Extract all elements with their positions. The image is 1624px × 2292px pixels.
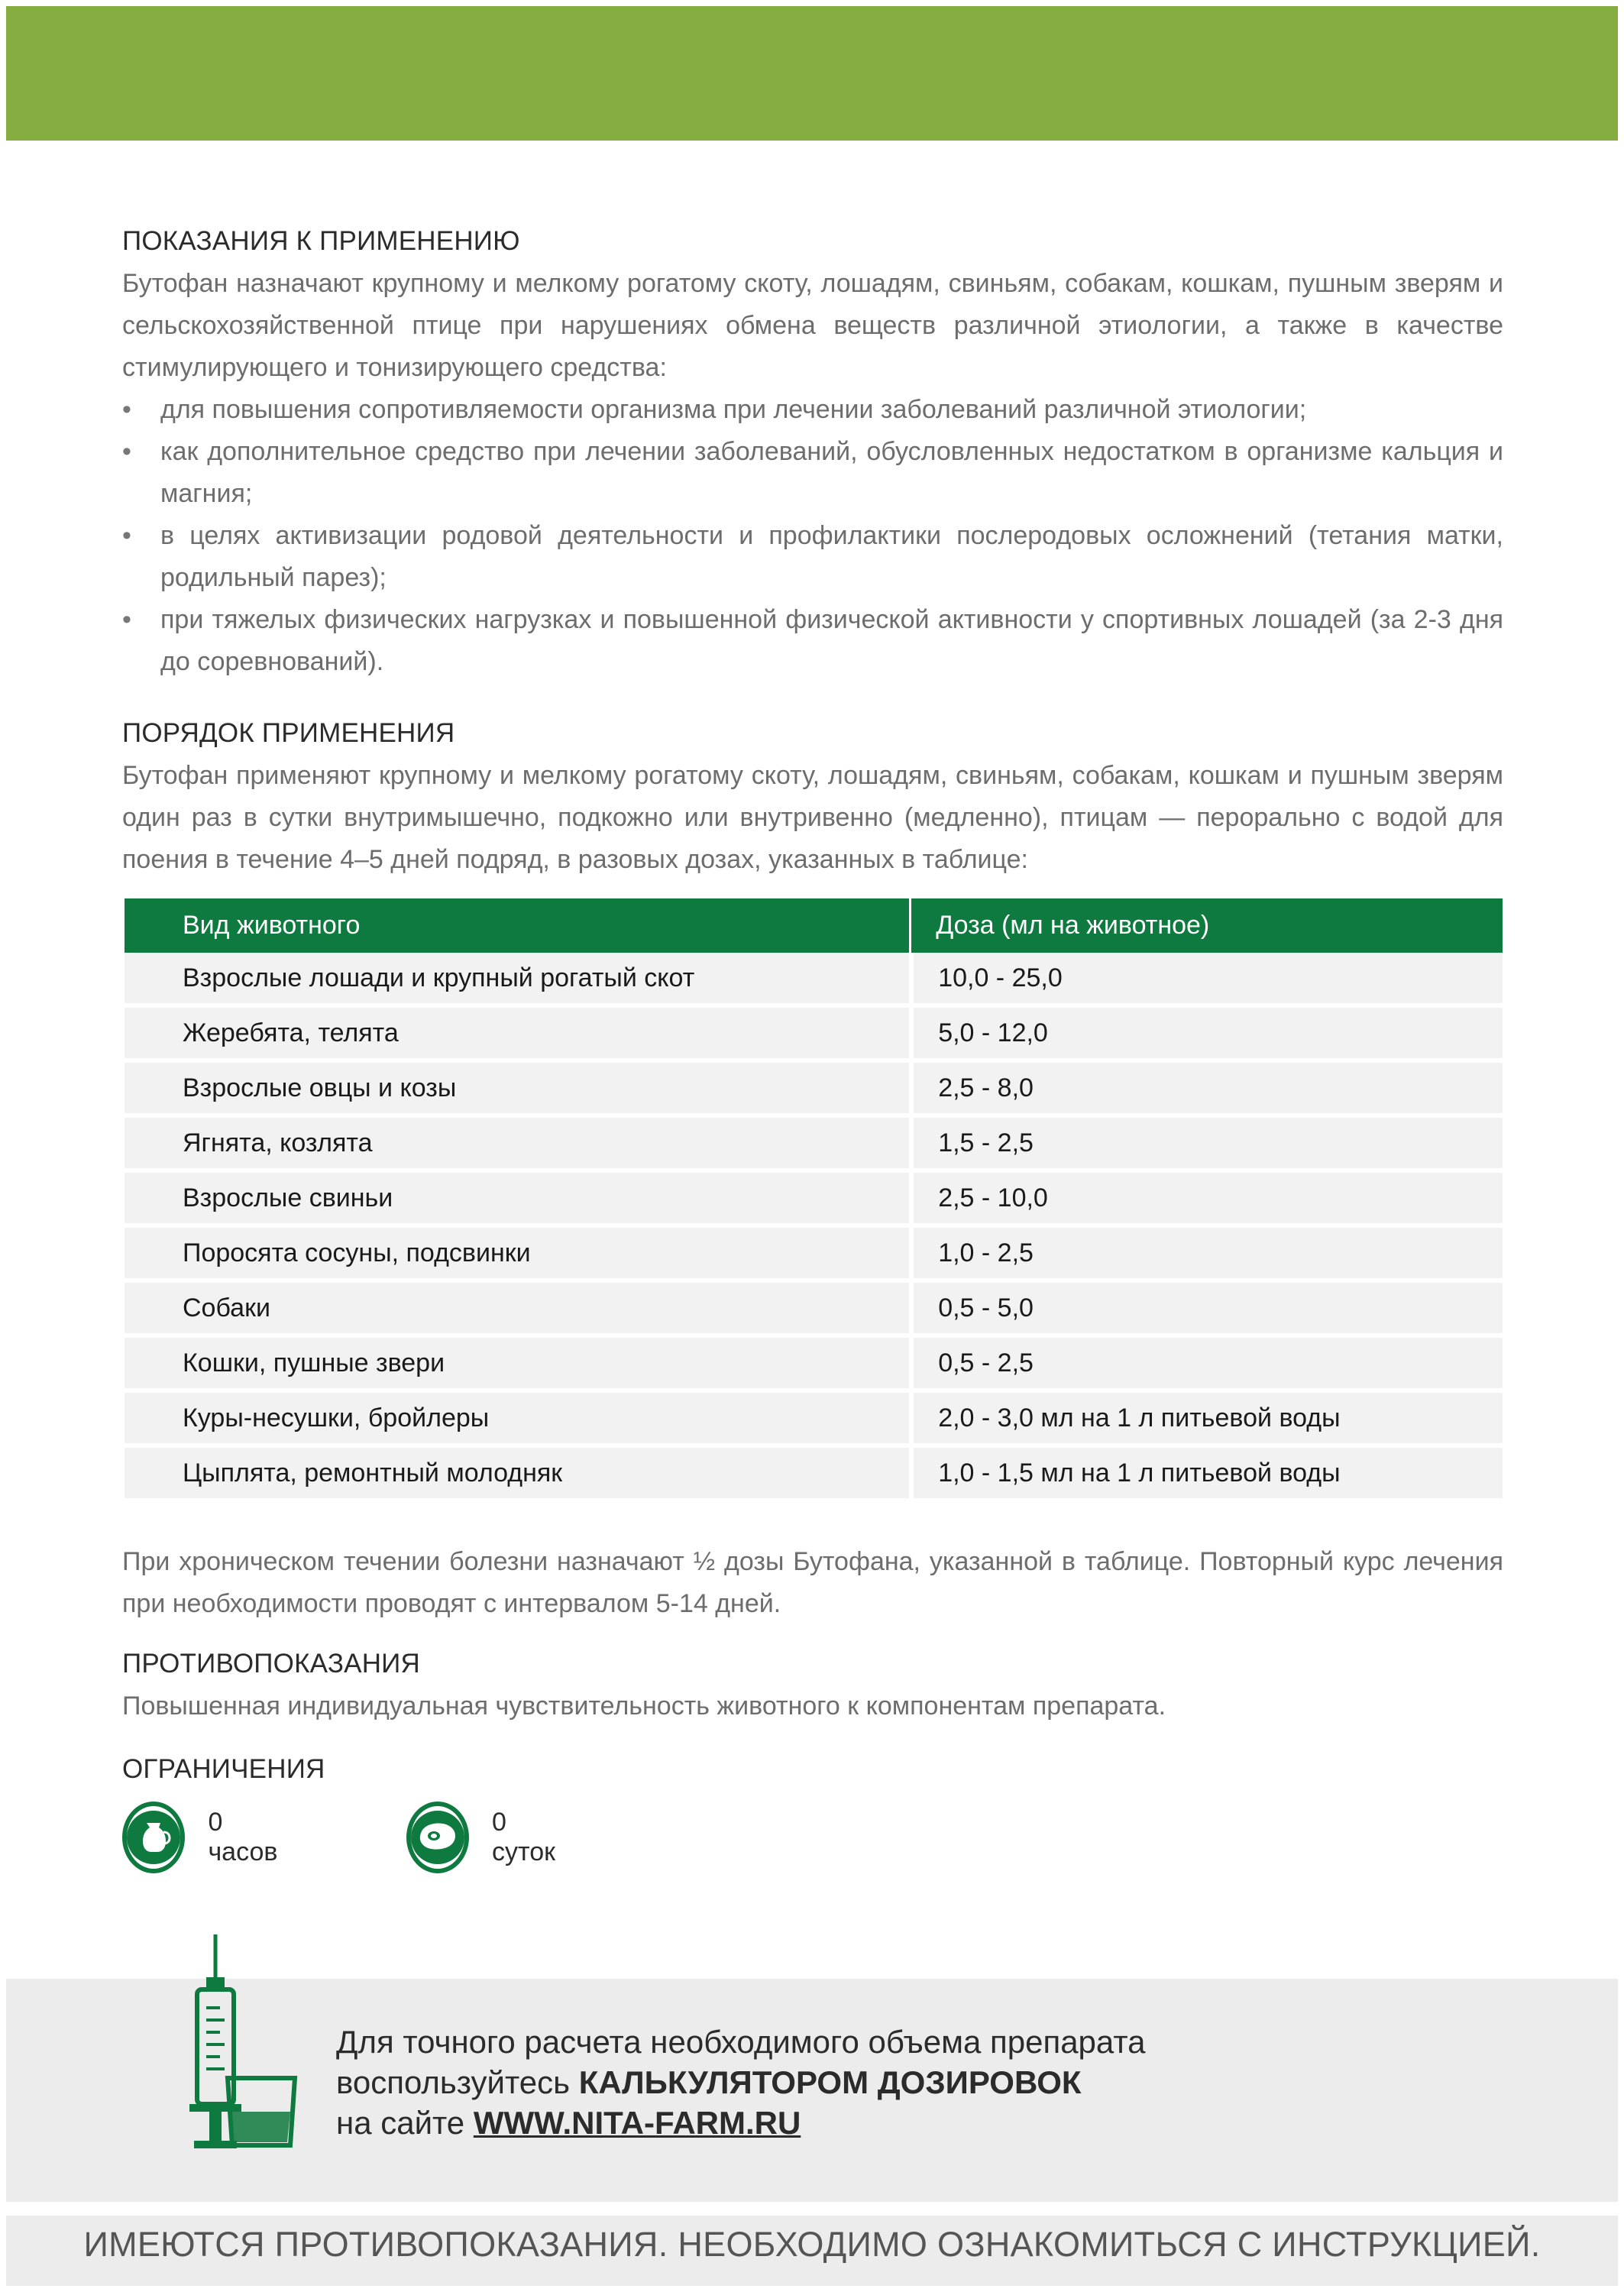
dose-cell: 1,0 - 2,5 — [909, 1228, 1503, 1283]
table-row — [125, 1228, 1503, 1283]
animal-cell: Собаки — [125, 1283, 909, 1338]
header-animal: Вид животного — [125, 898, 909, 953]
table-row — [125, 953, 1503, 1008]
dose-cell: 5,0 - 12,0 — [909, 1008, 1503, 1063]
table-header-row — [125, 898, 1503, 953]
restrictions-heading: ОГРАНИЧЕНИЯ — [122, 1754, 325, 1784]
calculator-name: КАЛЬКУЛЯТОРОМ ДОЗИРОВОК — [578, 2064, 1082, 2100]
contraindications-heading: ПРОТИВОПОКАЗАНИЯ — [122, 1649, 421, 1679]
indications-section — [122, 226, 1503, 683]
usage-heading: ПОРЯДОК ПРИМЕНЕНИЯ — [122, 718, 455, 748]
website-link[interactable]: WWW.NITA-FARM.RU — [473, 2105, 801, 2141]
dose-cell: 1,5 - 2,5 — [909, 1118, 1503, 1173]
calculator-line-3: на сайте WWW.NITA-FARM.RU — [336, 2105, 801, 2141]
animal-cell: Поросята сосуны, подсвинки — [125, 1228, 909, 1283]
list-item: • как дополнительное средство при лечении заболеваний, обусловленных недостатком в организме кальция и магния; — [122, 431, 1503, 515]
list-item: • при тяжелых физических нагрузках и повышенной физической активности у спортивных лошадей (за 2-3 дня до соревнований). — [122, 599, 1503, 683]
dose-table — [125, 898, 1503, 1503]
animal-cell: Ягнята, козлята — [125, 1118, 909, 1173]
animal-cell: Взрослые лошади и крупный рогатый скот — [125, 953, 909, 1008]
milk-restriction — [122, 1802, 286, 1873]
table-row — [125, 1393, 1503, 1448]
table-row — [125, 1338, 1503, 1393]
top-green-band — [6, 6, 1618, 141]
chronic-note: При хроническом течении болезни назначают ½ дозы Бутофана, указанной в таблице. Повторный курс лечения при необходимости проводят с интервалом 5-14 дней. — [122, 1547, 1503, 1618]
header-dose: Доза (мл на животное) — [909, 898, 1503, 953]
indications-intro: Бутофан назначают крупному и мелкому рогатому скоту, лошадям, свиньям, собакам, кошкам, пушным зверям и сельскохозяйственной птице при нарушениях обмена веществ различной этиологии, а также в качестве стимулирующего и тонизирующего средства: — [122, 269, 1503, 382]
dose-cell: 0,5 - 5,0 — [909, 1283, 1503, 1338]
table-row — [125, 1283, 1503, 1338]
table-row — [125, 1063, 1503, 1118]
calculator-line-1: Для точного расчета необходимого объема препарата — [336, 2024, 1146, 2060]
animal-cell: Цыплята, ремонтный молодняк — [125, 1448, 909, 1503]
meat-restriction-value: 0 суток — [492, 1808, 555, 1866]
table-row — [125, 1448, 1503, 1503]
indications-list — [122, 389, 1503, 683]
animal-cell: Взрослые свиньи — [125, 1173, 909, 1228]
milk-jug-icon — [134, 1818, 173, 1857]
animal-cell: Жеребята, телята — [125, 1008, 909, 1063]
dose-cell: 10,0 - 25,0 — [909, 953, 1503, 1008]
meat-steak-icon — [417, 1821, 458, 1854]
calculator-text — [336, 2022, 1145, 2143]
dose-cell: 1,0 - 1,5 мл на 1 л питьевой воды — [909, 1448, 1503, 1503]
dose-cell: 2,5 - 8,0 — [909, 1063, 1503, 1118]
syringe-beaker-icon — [174, 1931, 304, 2153]
dose-cell: 0,5 - 2,5 — [909, 1338, 1503, 1393]
dose-cell: 2,5 - 10,0 — [909, 1173, 1503, 1228]
calculator-line-2: воспользуйтесь КАЛЬКУЛЯТОРОМ ДОЗИРОВОК — [336, 2064, 1082, 2100]
animal-cell: Взрослые овцы и козы — [125, 1063, 909, 1118]
contraindications-section — [122, 1649, 1503, 1727]
usage-intro: Бутофан применяют крупному и мелкому рогатому скоту, лошадям, свиньям, собакам, кошкам и пушным зверям один раз в сутки внутримышечно, подкожно или внутривенно (медленно), птицам — перорально с водой для поения в течение 4–5 дней подряд, в разовых дозах, указанных в таблице: — [122, 761, 1503, 874]
usage-section — [122, 718, 1503, 881]
animal-cell: Кошки, пушные звери — [125, 1338, 909, 1393]
restrictions-section — [122, 1754, 1503, 1785]
footer-warning: ИМЕЮТСЯ ПРОТИВОПОКАЗАНИЯ. НЕОБХОДИМО ОЗНАКОМИТЬСЯ С ИНСТРУКЦИЕЙ. — [83, 2225, 1541, 2264]
contraindications-text: Повышенная индивидуальная чувствительность животного к компонентам препарата. — [122, 1691, 1166, 1721]
table-row — [125, 1118, 1503, 1173]
indications-heading: ПОКАЗАНИЯ К ПРИМЕНЕНИЮ — [122, 226, 520, 256]
list-item: • для повышения сопротивляемости организма при лечении заболеваний различной этиологии; — [122, 389, 1503, 431]
table-row — [125, 1173, 1503, 1228]
dose-cell: 2,0 - 3,0 мл на 1 л питьевой воды — [909, 1393, 1503, 1448]
table-row — [125, 1008, 1503, 1063]
milk-restriction-value: 0 часов — [208, 1808, 278, 1866]
animal-cell: Куры-несушки, бройлеры — [125, 1393, 909, 1448]
list-item: • в целях активизации родовой деятельности и профилактики послеродовых осложнений (тетания матки, родильный парез); — [122, 515, 1503, 599]
meat-restriction — [406, 1802, 565, 1873]
